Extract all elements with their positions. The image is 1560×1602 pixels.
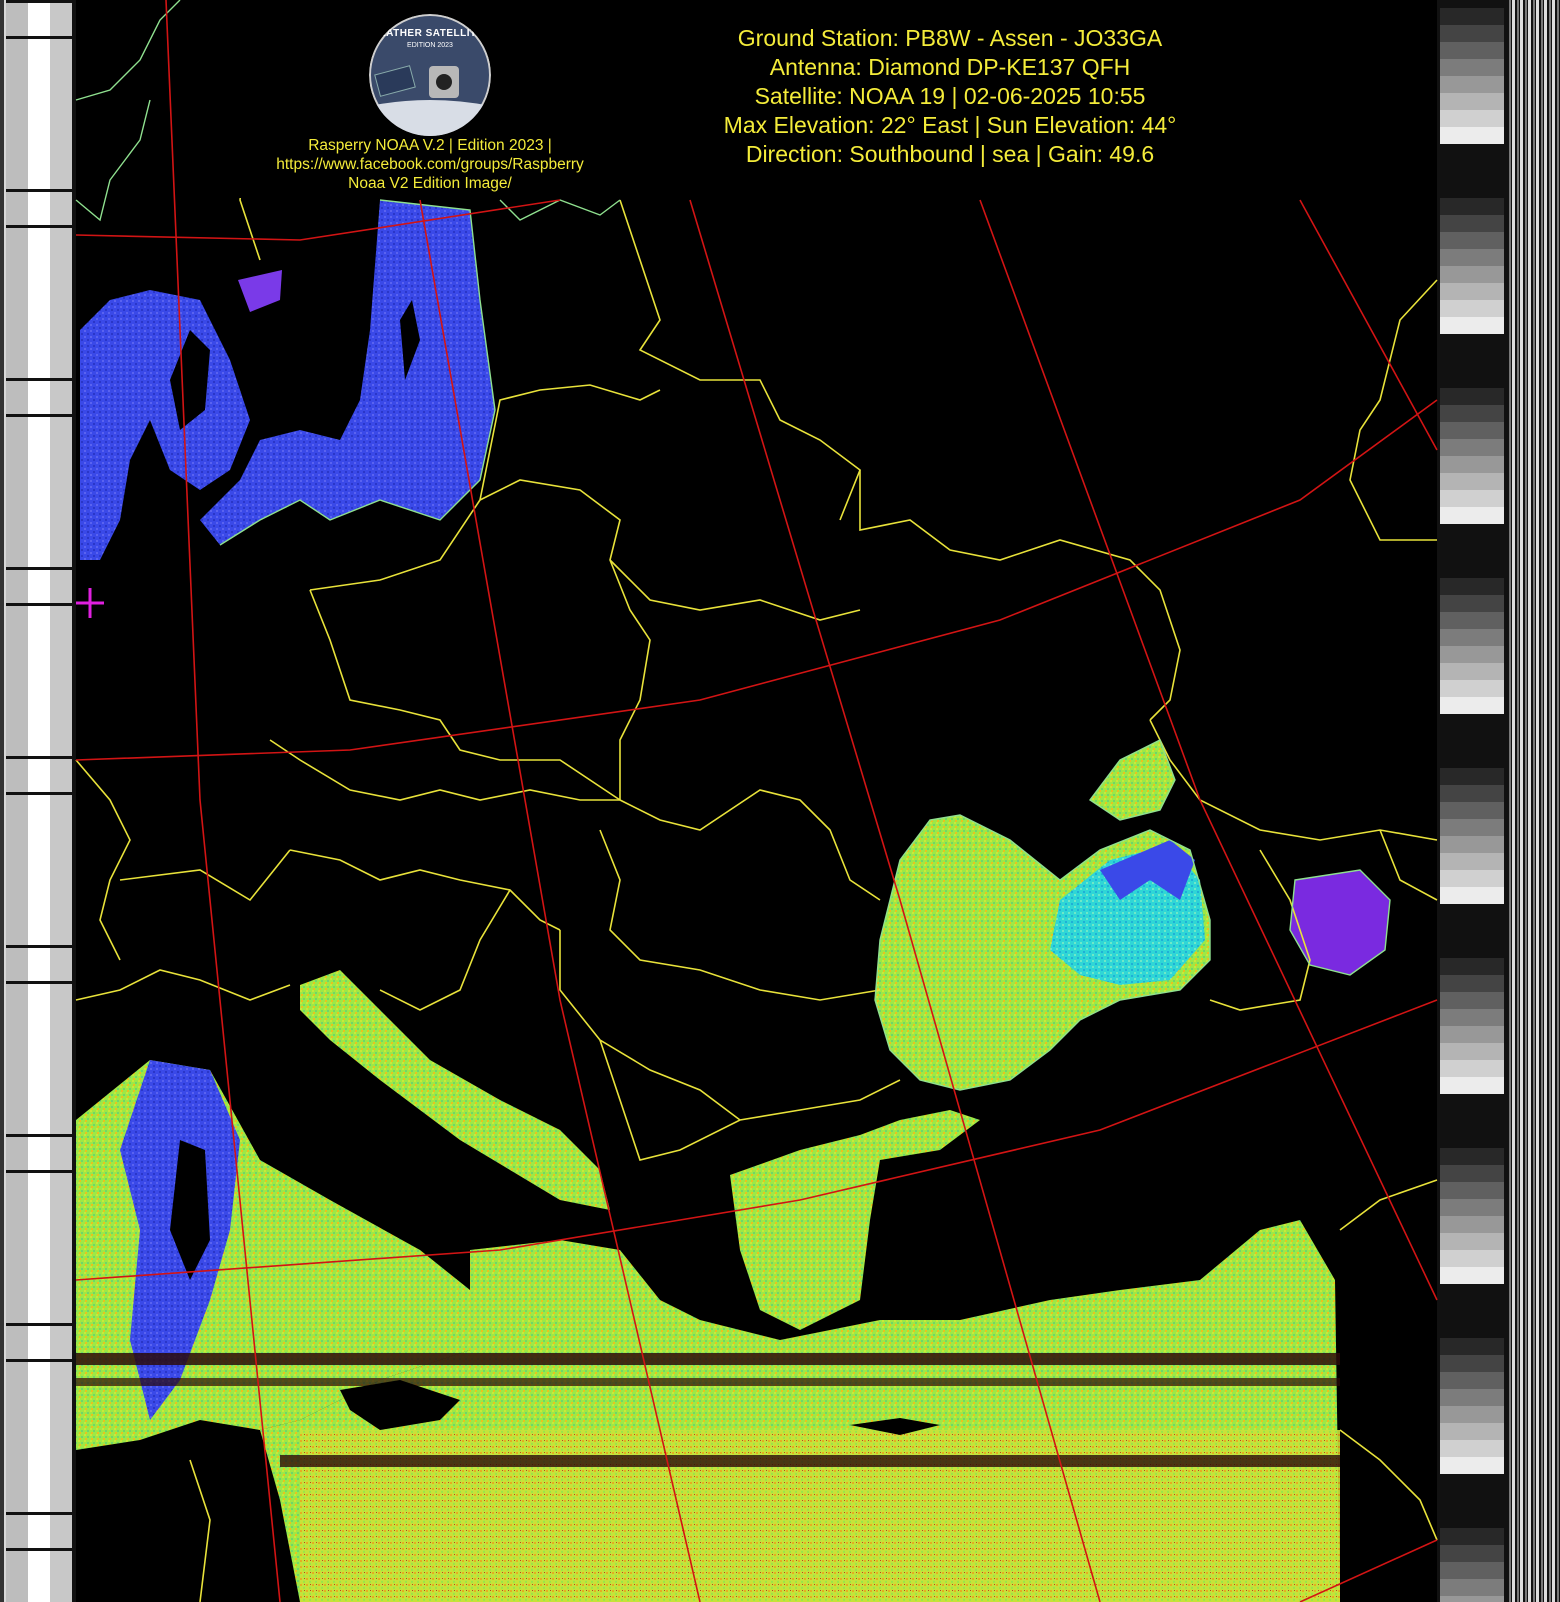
calibration-wedge-step (1440, 1389, 1504, 1406)
calibration-wedge-step (1440, 785, 1504, 802)
calibration-wedge-step (1440, 1562, 1504, 1579)
calibration-wedge-step (1440, 215, 1504, 232)
calibration-wedge-step (1440, 768, 1504, 785)
telemetry-tick (6, 0, 72, 3)
calibration-wedge-step (1440, 1026, 1504, 1043)
calibration-wedge-step (1440, 680, 1504, 697)
calibration-wedge-step (1440, 317, 1504, 334)
calibration-wedge-step (1440, 93, 1504, 110)
calibration-wedge-step (1440, 836, 1504, 853)
calibration-wedge-step (1440, 507, 1504, 524)
telemetry-tick (6, 981, 72, 984)
calibration-wedge-step (1440, 1579, 1504, 1596)
calibration-wedge-step (1440, 595, 1504, 612)
scan-noise-band-2 (76, 1378, 1340, 1386)
logo-caption-line-3: Noaa V2 Edition Image/ (348, 175, 512, 192)
calibration-wedge-step (1440, 439, 1504, 456)
calibration-wedge-step (1440, 1406, 1504, 1423)
logo-caption-line-2: https://www.facebook.com/groups/Raspberry (276, 156, 584, 173)
calibration-wedge-step (1440, 1545, 1504, 1562)
scan-noise-band-1 (76, 1353, 1340, 1365)
logo-badge-subtext: EDITION 2023 (407, 42, 453, 49)
calibration-wedge-step (1440, 59, 1504, 76)
telemetry-tick (6, 1512, 72, 1515)
antenna-line: Antenna: Diamond DP-KE137 QFH (769, 54, 1131, 80)
calibration-wedge-step (1440, 1182, 1504, 1199)
calibration-wedge-step (1440, 697, 1504, 714)
calibration-wedge-step (1440, 266, 1504, 283)
calibration-wedge-step (1440, 127, 1504, 144)
telemetry-tick (6, 792, 72, 795)
calibration-wedge-step (1440, 887, 1504, 904)
calibration-wedge-step (1440, 76, 1504, 93)
calibration-wedge-step (1440, 110, 1504, 127)
calibration-wedge-step (1440, 578, 1504, 595)
calibration-wedge-step (1440, 1199, 1504, 1216)
calibration-wedge-step (1440, 1338, 1504, 1355)
logo-caption (250, 136, 610, 193)
telemetry-tick (6, 756, 72, 759)
calibration-wedge-step (1440, 1148, 1504, 1165)
calibration-wedge-step (1440, 1528, 1504, 1545)
calibration-wedge-step (1440, 802, 1504, 819)
calibration-wedge-step (1440, 25, 1504, 42)
telemetry-tick (6, 945, 72, 948)
calibration-wedge-step (1440, 1060, 1504, 1077)
calibration-wedge-step (1440, 1250, 1504, 1267)
telemetry-tick (6, 1548, 72, 1551)
telemetry-tick (6, 189, 72, 192)
calibration-wedge-step (1440, 300, 1504, 317)
calibration-wedge-step (1440, 1596, 1504, 1602)
calibration-wedge-step (1440, 958, 1504, 975)
elevation-line: Max Elevation: 22° East | Sun Elevation: 44° (723, 112, 1177, 138)
calibration-wedge-step (1440, 1267, 1504, 1284)
calibration-wedge-step (1440, 1457, 1504, 1474)
calibration-wedge-step (1440, 249, 1504, 266)
telemetry-tick (6, 1134, 72, 1137)
calibration-wedge-step (1440, 612, 1504, 629)
telemetry-tick (6, 225, 72, 228)
calibration-wedge-step (1440, 42, 1504, 59)
calibration-wedge-step (1440, 473, 1504, 490)
ground-station-line: Ground Station: PB8W - Assen - JO33GA (737, 25, 1163, 51)
calibration-wedge-step (1440, 975, 1504, 992)
telemetry-tick (6, 567, 72, 570)
telemetry-tick (6, 414, 72, 417)
calibration-wedge-step (1440, 8, 1504, 25)
right-calibration-wedges (1440, 8, 1504, 1602)
calibration-wedge-step (1440, 992, 1504, 1009)
calibration-wedge-step (1440, 1372, 1504, 1389)
telemetry-tick (6, 1170, 72, 1173)
calibration-wedge-step (1440, 283, 1504, 300)
logo-badge-text: WEATHER SATELLITES (369, 28, 491, 39)
direction-line: Direction: Southbound | sea | Gain: 49.6 (745, 141, 1155, 167)
calibration-wedge-step (1440, 388, 1504, 405)
calibration-wedge-step (1440, 1355, 1504, 1372)
calibration-wedge-step (1440, 629, 1504, 646)
satellite-line: Satellite: NOAA 19 | 02-06-2025 10:55 (754, 83, 1146, 109)
calibration-wedge-step (1440, 1440, 1504, 1457)
calibration-wedge-step (1440, 1165, 1504, 1182)
calibration-wedge-step (1440, 853, 1504, 870)
calibration-wedge-step (1440, 1077, 1504, 1094)
telemetry-tick (6, 1323, 72, 1326)
calibration-wedge-step (1440, 232, 1504, 249)
scan-noise-band-3 (280, 1455, 1340, 1467)
calibration-wedge-step (1440, 422, 1504, 439)
calibration-wedge-step (1440, 646, 1504, 663)
logo-caption-line-1: Rasperry NOAA V.2 | Edition 2023 | (308, 137, 552, 154)
calibration-wedge-step (1440, 456, 1504, 473)
calibration-wedge-step (1440, 663, 1504, 680)
pass-info-header (640, 24, 1260, 169)
telemetry-tick (6, 1359, 72, 1362)
calibration-wedge-step (1440, 198, 1504, 215)
logo-badge (369, 14, 491, 136)
calibration-wedge-step (1440, 490, 1504, 507)
telemetry-tick (6, 603, 72, 606)
calibration-wedge-step (1440, 1009, 1504, 1026)
calibration-wedge-step (1440, 1423, 1504, 1440)
calibration-wedge-step (1440, 819, 1504, 836)
telemetry-tick (6, 378, 72, 381)
calibration-wedge-step (1440, 1233, 1504, 1250)
telemetry-tick (6, 36, 72, 39)
calibration-wedge-step (1440, 870, 1504, 887)
calibration-wedge-step (1440, 1043, 1504, 1060)
calibration-wedge-step (1440, 405, 1504, 422)
calibration-wedge-step (1440, 1216, 1504, 1233)
